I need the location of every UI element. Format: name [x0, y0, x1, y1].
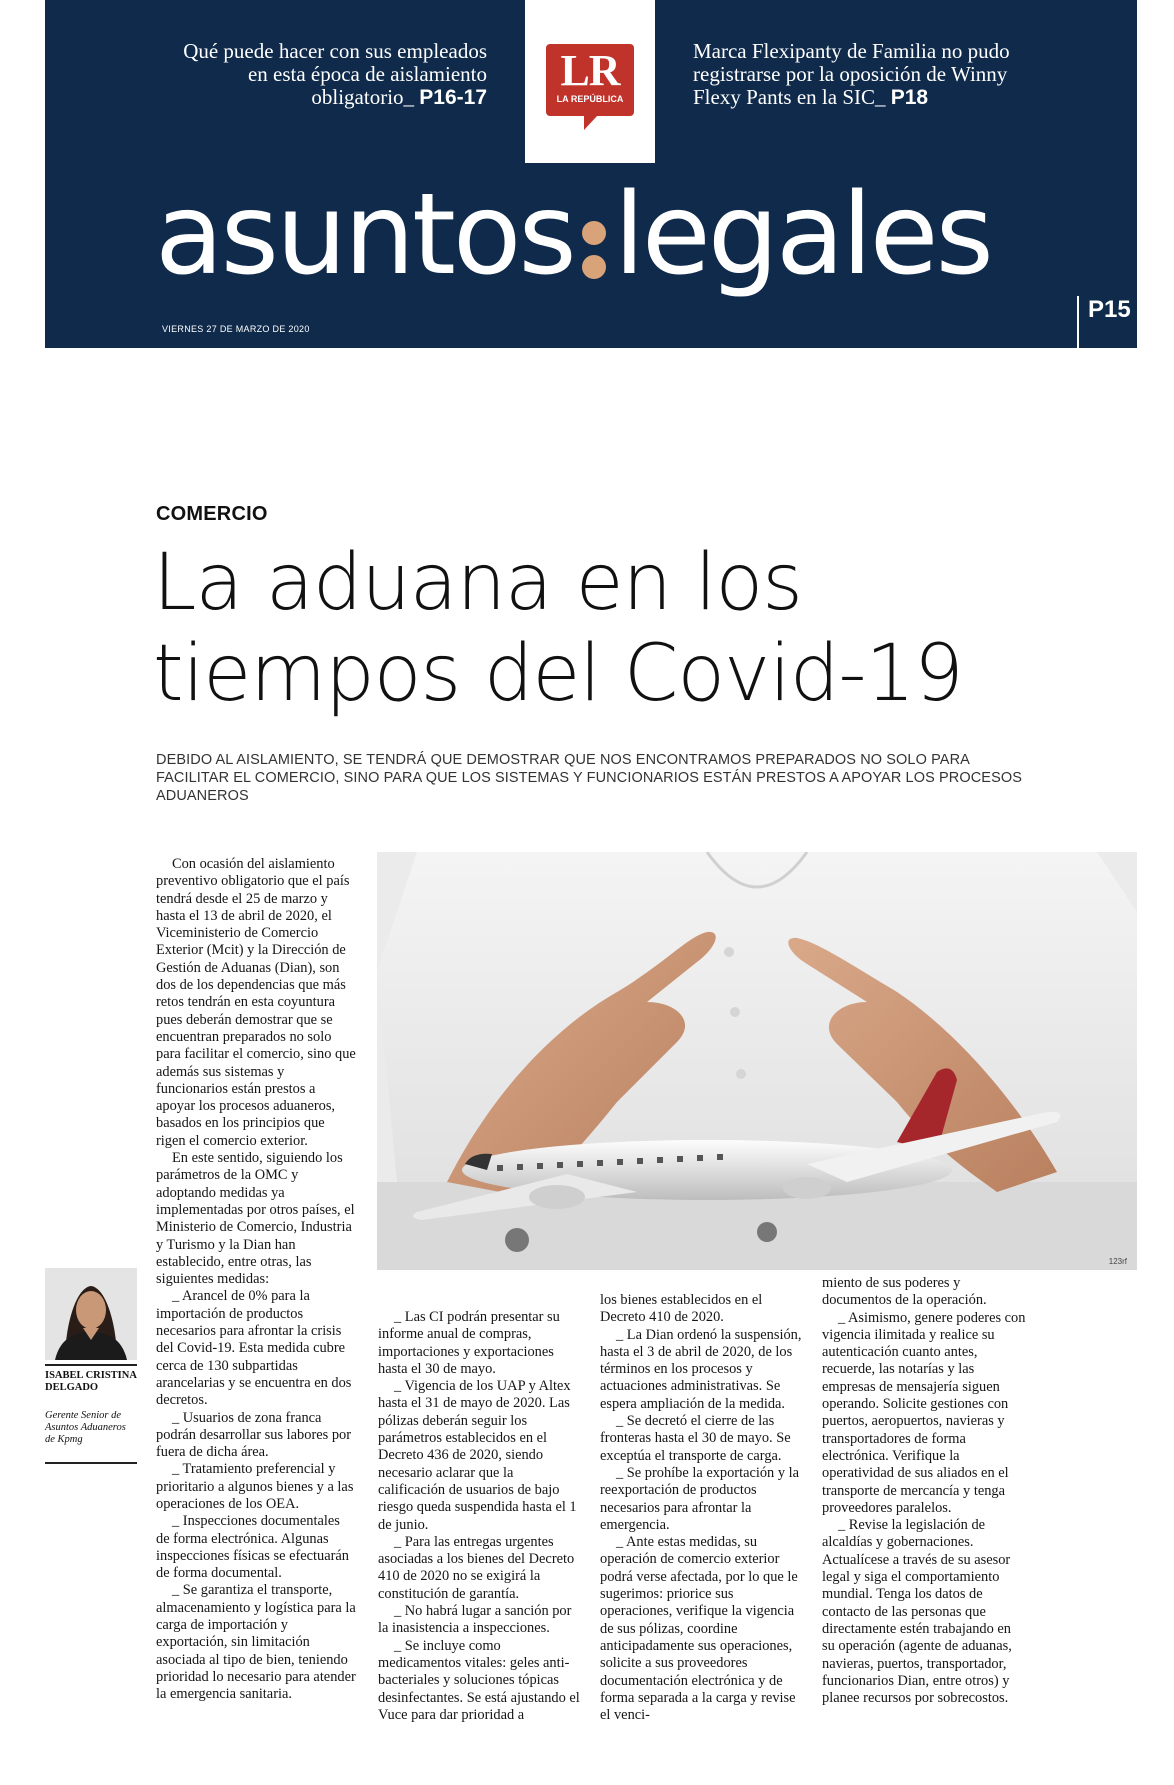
- teaser-right-text: Marca Flexipanty de Familia no pudo registrarse por la oposición de Winny Flexy Pants en la SIC_: [693, 39, 1010, 109]
- masthead-word-right: legales: [613, 170, 991, 300]
- logo-speech-bubble: [546, 44, 634, 116]
- paragraph: _ Revise la legislación de alcaldías y gobernaciones. Actualícese a través de su asesor legal y siga el comportamiento mundial. Tenga los datos de contacto de las personas que directamente estén trabajando en su operación (agente de aduanas, navieras, puertos, transportador, funcionarios Dian, entre otros) y planee recursos por sobrecostos.: [822, 1517, 1012, 1707]
- paragraph: _ No habrá lugar a sanción por la inasistencia a inspecciones.: [378, 1603, 572, 1637]
- photo-credit: 123rf: [1108, 1257, 1127, 1266]
- colon-dots-icon: [574, 175, 614, 295]
- body-column-1: [156, 856, 356, 1704]
- paragraph: _ Las CI podrán presentar su informe anual de compras, importaciones y exportaciones hasta el 30 de mayo.: [378, 1309, 560, 1377]
- paragraph: miento de sus poderes y documentos de la operación.: [822, 1275, 987, 1309]
- author-portrait-icon: [45, 1268, 137, 1360]
- paragraph: _ Se incluye como medicamentos vitales: geles anti-bacteriales y soluciones tópicas desinfectantes. Se está ajustando el Vuce para dar prioridad a: [378, 1637, 580, 1723]
- article-photo: [377, 852, 1137, 1270]
- logo[interactable]: [525, 0, 655, 163]
- logo-subtitle: LA REPÚBLICA: [556, 94, 624, 104]
- paragraph: _ Vigencia de los UAP y Altex hasta el 31 de mayo de 2020. Las pólizas deberán seguir los parámetros establecidos en el Decreto 436 de 2020, siendo necesario aclarar que la calificación de usuarios de bajo riesgo queda suspendida hasta el 1 de junio.: [378, 1378, 577, 1533]
- body-column-3: [600, 1292, 804, 1724]
- hands-airplane-illustration: [377, 852, 1137, 1270]
- paragraph: _ Inspecciones documentales de forma electrónica. Algunas inspecciones físicas se efectuarán de forma documental.: [156, 1513, 349, 1582]
- masthead-band: [45, 0, 1137, 348]
- issue-date: VIERNES 27 DE MARZO DE 2020: [162, 324, 310, 334]
- paragraph: _ Se decretó el cierre de las fronteras hasta el 30 de mayo. Se exceptúa el transporte de carga.: [600, 1413, 791, 1464]
- author-bottom-rule: [45, 1462, 137, 1464]
- paragraph: Con ocasión del aislamiento preventivo obligatorio que el país tendrá desde el 25 de marzo y hasta el 13 de abril de 2020, el Viceministerio de Comercio Exterior (Mcit) y la Dirección de Gestión de Aduanas (Dian), son dos de los dependencias que más retos tendrán en esta coyuntura pues deberán demostrar que se encuentran preparados no solo para facilitar el comercio, sino que además sus sistemas y funcionarios están prestos a apoyar los procesos aduaneros, basados en los principios que rigen el comercio exterior.: [156, 856, 356, 1149]
- paragraph: _ Se prohíbe la exportación y la reexportación de productos necesarios para afrontar la emergencia.: [600, 1464, 800, 1533]
- masthead-word-left: asuntos: [155, 170, 574, 300]
- author-name: ISABEL CRISTINA DELGADO: [45, 1370, 137, 1393]
- paragraph: _ Ante estas medidas, su operación de comercio exterior podrá verse afectada, por lo que le sugerimos: priorice sus operaciones, verifique la vigencia de sus pólizas, coordine anticipadamente sus operaciones, solicite a sus proveedores documentación electrónica y de forma separada a la carga y revise el venci-: [600, 1534, 798, 1724]
- headline-line-1: La aduana en los: [153, 538, 802, 628]
- body-column-2: [378, 1309, 582, 1724]
- page-number: P15: [1077, 296, 1131, 348]
- paragraph: _ Para las entregas urgentes asociadas a los bienes del Decreto 410 de 2020 no se exigirá la constitución de garantía.: [378, 1533, 575, 1602]
- logo-mark: LR: [560, 46, 620, 95]
- paragraph: _ Asimismo, genere poderes con vigencia ilimitada y realice su autenticación cuanto antes, recuerde, las notarías y las empresas de mensajería siguen operando. Solicite gestiones con puertos, aeropuertos, navieras y transportadores de forma electrónica. Verifique la operatividad de sus aliados en el transporte de mercancía y tenga proveedores paralelos.: [822, 1309, 1026, 1516]
- author-role: Gerente Senior de Asuntos Aduaneros de Kpmg: [45, 1410, 126, 1445]
- paragraph: _ La Dian ordenó la suspensión, hasta el 3 de abril de 2020, de los términos en los procesos y actuaciones administrativas. Se espera ampliación de la medida.: [600, 1326, 802, 1412]
- teaser-left[interactable]: [167, 40, 487, 109]
- headline: [153, 538, 1113, 720]
- paragraph: _ Arancel de 0% para la importación de productos necesarios para afrontar la crisis del Covid-19. Esta medida cubre cerca de 130 subpartidas arancelarias y se encuentra en dos decretos.: [156, 1288, 352, 1409]
- teaser-left-page: P16-17: [419, 86, 487, 109]
- paragraph: los bienes establecidos en el Decreto 410 de 2020.: [600, 1292, 763, 1326]
- paragraph: En este sentido, siguiendo los parámetros de la OMC y adoptando medidas ya implementadas por otros países, el Ministerio de Comercio, Industria y Turismo y la Dian han establecido, entre otras, las siguientes medidas:: [156, 1150, 355, 1288]
- paragraph: _ Se garantiza el transporte, almacenamiento y logística para la carga de importación y exportación, sin limitación asociada al tipo de bien, teniendo prioridad lo necesario para atender la emergencia sanitaria.: [156, 1582, 356, 1703]
- section-tag: COMERCIO: [156, 503, 268, 525]
- teaser-right[interactable]: [693, 40, 1053, 109]
- paragraph: _ Usuarios de zona franca podrán desarrollar sus labores por fuera de dicha área.: [156, 1409, 352, 1461]
- author-avatar: [45, 1268, 137, 1360]
- author-top-rule: [45, 1364, 137, 1366]
- deck: DEBIDO AL AISLAMIENTO, SE TENDRÁ QUE DEMOSTRAR QUE NOS ENCONTRAMOS PREPARADOS NO SOLO PARA FACILITAR EL COMERCIO, SINO PARA QUE LOS SISTEMAS Y FUNCIONARIOS ESTÁN PRESTOS A APOYAR LOS PROCESOS ADUANEROS: [156, 752, 1022, 804]
- teaser-left-text: Qué puede hacer con sus empleados en esta época de aislamiento obligatorio_: [183, 39, 487, 109]
- body-column-4: [822, 1275, 1026, 1707]
- section-masthead: [155, 170, 1075, 305]
- paragraph: _ Tratamiento preferencial y prioritario a algunos bienes y a las operaciones de los OEA.: [156, 1461, 354, 1512]
- headline-line-2: tiempos del Covid-19: [153, 629, 963, 719]
- teaser-right-page: P18: [890, 86, 929, 109]
